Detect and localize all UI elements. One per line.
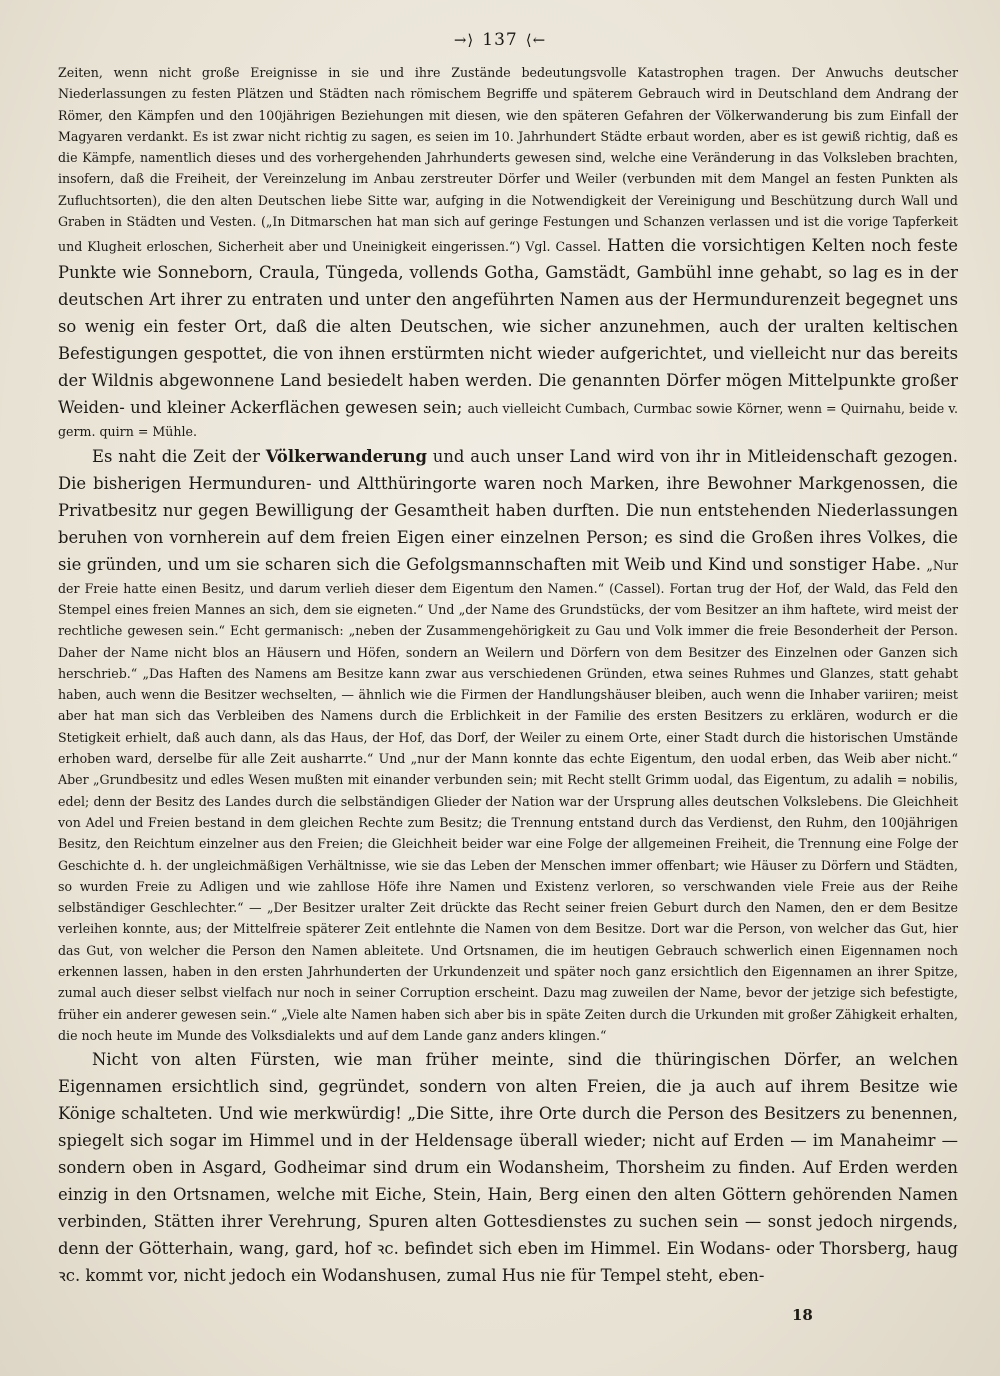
paragraph-3-text: Nicht von alten Fürsten, wie man früher meinte, sind die thüringischen Dörfer, an welchen Eigennamen ersichtlich sind, gegründet, sondern von alten Freien, die ja auch auf ihrem Besitze wie Könige schalteten. Und wie merkwürdig! „Die Sitte, ihre Orte durch die Person des Besitzers zu benennen, spiegelt sich sogar im Himmel und in der Heldensage überall wieder; nicht auf Erden — im Manaheimr — sondern oben in Asgard, Godheimar sind drum ein Wodansheim, Thorsheim zu finden. Auf Erden werden einzig in den Ortsnamen, welche mit Eiche, Stein, Hain, Berg einen den alten Göttern gehörenden Namen verbinden, Stätten ihrer Verehrung, Spuren alten Gottesdienstes zu suchen sein — sonst jedoch nirgends, denn der Götterhain, wang, gard, hof ꝛc. befindet sich eben im Himmel. Ein Wodans- oder Thorsberg, haug ꝛc. kommt vor, nicht jedoch ein Wodanshusen, zumal Hus nie für Tempel steht, eben- (58, 1050, 958, 1286)
page-header (0, 30, 1000, 50)
paragraph-2 (58, 443, 958, 1047)
paragraph-1 (58, 62, 958, 443)
paragraph-2-quote-text: „Nur der Freie hatte einen Besitz, und darum verlieh dieser dem Eigentum den Namen.“ (Cassel). Fortan trug der Hof, der Wald, das Feld den Stempel eines freien Mannes an sich, dem sie eigneten.“ Und „der Name des Grundstücks, der vom Besitzer an ihm haftete, wird meist der rechtliche gewesen sein.“ Echt germanisch: „neben der Zusammengehörigkeit zu Gau und Volk immer die freie Besonderheit der Person. Daher der Name nicht blos an Häusern und Höfen, sondern an Weilern und Dörfern von dem Besitzer des Einzelnen oder Ganzen sich herschrieb.“ „Das Haften des Namens am Besitze kann zwar aus verschiedenen Gründen, etwa seines Ruhmes und Glanzes, statt gehabt haben, auch wenn die Besitzer wechselten, — ähnlich wie die Firmen der Handlungshäuser bleiben, auch wenn die Inhaber variiren; meist aber hat man sich das Verbleiben des Namens durch die Erblichkeit in der Familie des ersten Besitzers zu erklären, wodurch er die Stetigkeit erhielt, daß auch dann, als das Haus, der Hof, das Dorf, der Weiler zu einem Orte, einer Stadt durch die historischen Umstände erhoben ward, derselbe für alle Zeit ausharrte.“ Und „nur der Mann konnte das echte Eigentum, den uodal erben, das Weib aber nicht.“ Aber „Grundbesitz und edles Wesen mußten mit einander verbunden sein; mit Recht stellt Grimm uodal, das Eigentum, zu adalih = nobilis, edel; denn der Besitz des Landes durch die selbständigen Glieder der Nation war der Ursprung alles deutschen Volkslebens. Die Gleichheit von Adel und Freien bestand in dem gleichen Rechte zum Besitz; die Trennung entstand durch das Verdienst, den Ruhm, den 100jährigen Besitz, den Reichtum einzelner aus den Freien; die Gleichheit beider war eine Folge der allgemeinen Freiheit, die Trennung eine Folge der Geschichte d. h. der ungleichmäßigen Verhältnisse, wie sie das Leben der Menschen immer offenbart; wie Häuser zu Dörfern und Städten, so wurden Freie zu Adligen und wie zahllose Höfe ihre Namen und Existenz verloren, so verschwanden viele Freie aus der Reihe selbständiger Geschlechter.“ — „Der Besitzer uralter Zeit drückte das Recht seiner freien Geburt durch den Namen, den er dem Besitze verleihen konnte, aus; der Mittelfreie späterer Zeit entlehnte die Namen von dem Besitze. Dort war die Person, von welcher das Gut, hier das Gut, von welcher die Person den Namen ableitete. Und Ortsnamen, die im heutigen Gebrauch schwerlich einen Eigennamen noch erkennen lassen, haben in den ersten Jahrhunderten der Urkundenzeit und später noch ganz ersichtlich den Eigennamen an ihrer Spitze, zumal auch dieser selbst vielfach nur noch in seiner Corruption erscheint. Dazu mag zuweilen der Name, bevor der jetzige sich befestigte, früher ein anderer gewesen sein.“ „Viele alte Namen haben sich aber bis in späte Zeiten durch die Urkunden mit großer Zähigkeit erhalten, die noch heute im Munde des Volksdialekts und auf dem Lande ganz anders klingen.“ (58, 557, 958, 1043)
paragraph-2-large-text-a: Es naht die Zeit der (92, 446, 260, 466)
ornament-right-icon: ⟨← (525, 31, 547, 49)
paragraph-1-large-text: Hatten die vorsichtigen Kelten noch feste Punkte wie Sonneborn, Craula, Tüngeda, vollends Gotha, Gamstädt, Gambühl inne gehabt, so lag es in der deutschen Art ihrer zu entraten und unter den angeführten Namen aus der Hermundurenzeit begegnet uns so wenig ein fester Ort, daß die alten Deutschen, wie sicher anzunehmen, auch der uralten keltischen Befestigungen gespottet, die von ihnen erstürmten nicht wieder aufgerichtet, und vielleicht nur das bereits der Wildnis abgewonnene Land besiedelt haben werden. Die genannten Dörfer mögen Mittelpunkte großer Weiden- und kleiner Ackerflächen gewesen sein; (58, 236, 958, 418)
ornament-left-icon: →⟩ (453, 31, 475, 49)
sheet-signature: 18 (792, 1306, 813, 1324)
paragraph-2-large-text-b: und auch unser Land wird von ihr in Mitleidenschaft gezogen. Die bisherigen Hermunduren- und Altthüringorte waren noch Marken, ihre Bewohner Markgenossen, die Privatbesitz nur gegen Bewilligung der Gesamtheit haben durften. Die nun entstehenden Niederlassungen beruhen von vornherein auf dem freien Eigen einer einzelnen Person; es sind die Großen ihres Volkes, die sie gründen, und um sie scharen sich die Gefolgsmannschaften mit Weib und Kind und sonstiger Habe. (58, 446, 958, 574)
paragraph-3 (58, 1046, 958, 1289)
paragraph-2-bold-term: Völkerwanderung (265, 446, 427, 466)
paragraph-1-small-text: Zeiten, wenn nicht große Ereignisse in sie und ihre Zustände bedeutungsvolle Katastrophen tragen. Der Anwuchs deutscher Niederlassungen zu festen Plätzen und Städten nach römischem Begriffe und späterem Gebrauch wird in Deutschland dem Andrang der Römer, den Kämpfen und den 100jährigen Beziehungen mit diesen, wie den späteren Gefahren der Völkerwanderung bis zum Einfall der Magyaren verdankt. Es ist zwar nicht richtig zu sagen, es seien im 10. Jahrhundert Städte erbaut worden, aber es ist gewiß richtig, daß es die Kämpfe, namentlich dieses und des vorhergehenden Jahrhunderts gewesen sind, welche eine Veränderung in das Volksleben brachten, insofern, daß die Freiheit, der Vereinzelung im Anbau zerstreuter Dörfer und Weiler (verbunden mit dem Mangel an festen Punkten als Zufluchtsorten), die den alten Deutschen liebe Sitte war, aufging in die Notwendigkeit der Vereinigung und Beschützung durch Wall und Graben in Städten und Vesten. („In Ditmarschen hat man sich auf geringe Festungen und Schanzen verlassen und ist die vorige Tapferkeit und Klugheit erloschen, Sicherheit aber und Uneinigkeit eingerissen.“) Vgl. Cassel. (58, 65, 958, 255)
page-number: 137 (482, 30, 518, 50)
paragraph-1-tail-text: auch vielleicht Cumbach, Curmbac sowie Körner, wenn = Quirnahu, beide v. germ. quirn = Mühle. (58, 401, 958, 440)
body-text (58, 62, 958, 1289)
